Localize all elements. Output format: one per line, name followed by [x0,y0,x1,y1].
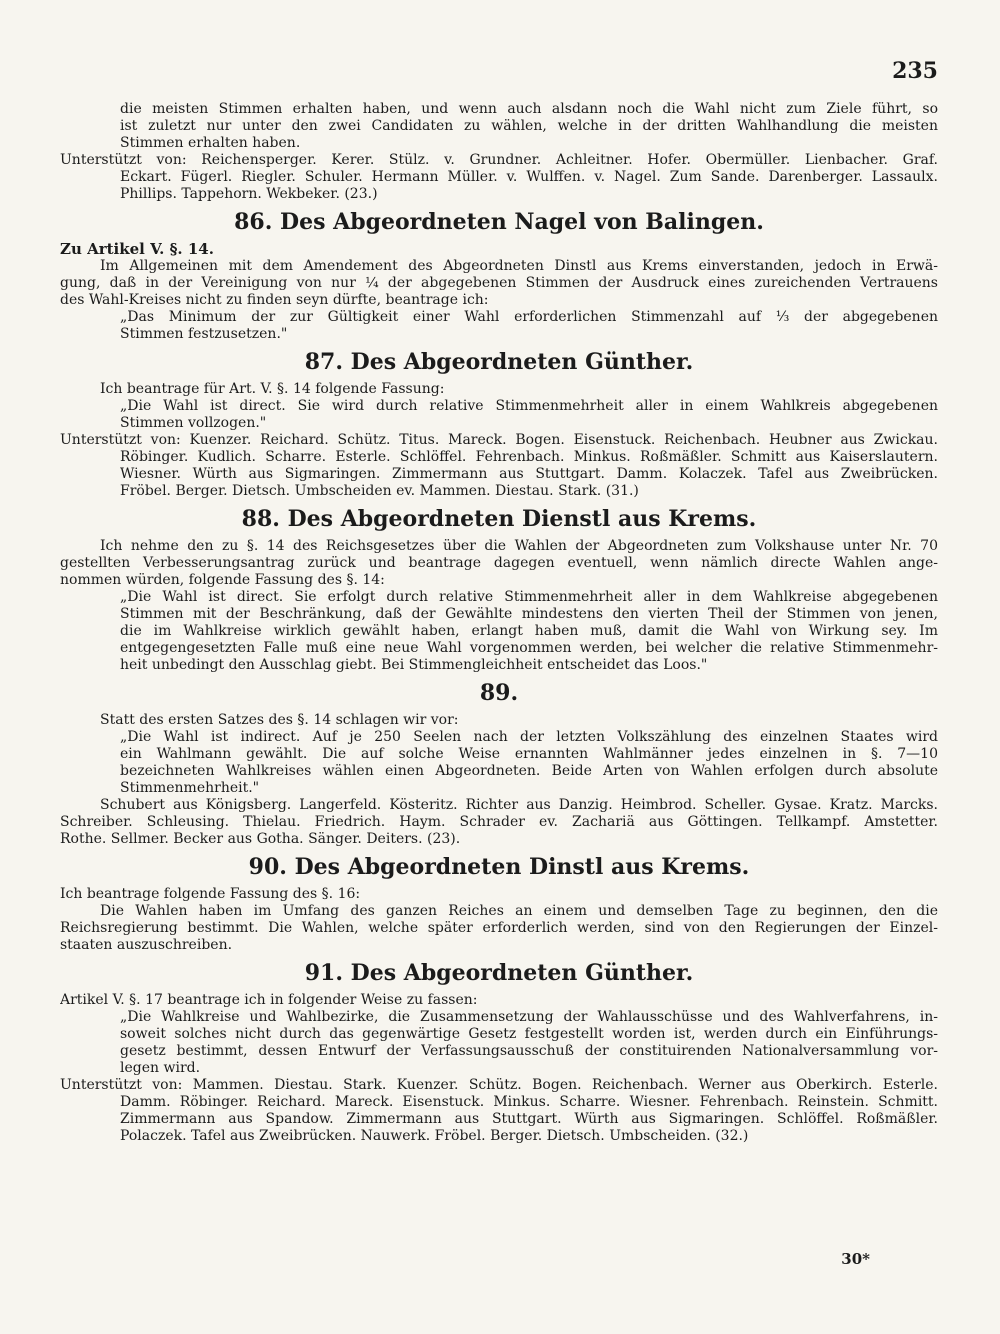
text-line: „Die Wahlkreise und Wahlbezirke, die Zusammensetzung der Wahlausschüsse und des Wahlverfahrens, in- [120,1009,938,1025]
text-line: die meisten Stimmen erhalten haben, und wenn auch alsdann noch die Wahl nicht zum Ziele führt, so [120,101,938,117]
text-line: gestellten Verbesserungsantrag zurück und beantrage dagegen eventuell, wenn nämlich directe Wahlen ange- [60,555,938,571]
text-line: Röbinger. Kudlich. Scharre. Esterle. Schlöffel. Fehrenbach. Minkus. Roßmäßler. Schmitt aus Kaiserslautern. [120,449,938,465]
text-line: legen wird. [120,1060,201,1076]
text-line: Stimmenmehrheit." [120,780,260,796]
text-line: ist zuletzt nur unter den zwei Candidaten zu wählen, welche in der dritten Wahlhandlung die meisten [120,118,938,134]
text-line: Im Allgemeinen mit dem Amendement des Abgeordneten Dinstl aus Krems einverstanden, jedoch in Erwä- [100,258,938,274]
text-line: heit unbedingt den Ausschlag giebt. Bei Stimmengleichheit entscheidet das Loos." [120,657,708,673]
text-line: Ich beantrage folgende Fassung des §. 16: [60,886,361,902]
page-number: 235 [892,58,938,84]
text-line: Phillips. Tappehorn. Wekbeker. (23.) [120,186,378,202]
text-line: ein Wahlmann gewählt. Die auf solche Weise ernannten Wahlmänner jedes einzelnen in §. 7—10 [120,746,938,762]
text-line: Damm. Röbinger. Reichard. Mareck. Eisenstuck. Minkus. Scharre. Wiesner. Fehrenbach. Reinstein. Schmitt. [120,1094,938,1110]
text-line: entgegengesetzten Falle muß eine neue Wahl vorgenommen werden, bei welcher die relative Stimmenmehr- [120,640,938,656]
text-line: Reichsregierung bestimmt. Die Wahlen, welche später erforderlich werden, sind von den Regierungen der Einzel- [60,920,938,936]
section-heading: 91. Des Abgeordneten Günther. [304,960,694,986]
text-line: Stimmen festzusetzen." [120,326,288,342]
text-line: Unterstützt von: Mammen. Diestau. Stark. Kuenzer. Schütz. Bogen. Reichenbach. Werner aus Oberkirch. Esterle. [60,1077,938,1093]
text-line: Eckart. Fügerl. Riegler. Schuler. Hermann Müller. v. Wulffen. v. Nagel. Zum Sande. Darenberger. Lassaulx. [120,169,938,185]
text-line: Artikel V. §. 17 beantrage ich in folgender Weise zu fassen: [60,992,478,1008]
text-line: Wiesner. Würth aus Sigmaringen. Zimmermann aus Stuttgart. Damm. Kolaczek. Tafel aus Zweibrücken. [120,466,938,482]
text-line: Schreiber. Schleusing. Thielau. Friedrich. Haym. Schrader ev. Zachariä aus Göttingen. Tellkampf. Amstetter. [60,814,938,830]
text-line: Unterstützt von: Reichensperger. Kerer. Stülz. v. Grundner. Achleitner. Hofer. Obermüller. Lienbacher. Graf. [60,152,938,168]
text-line: „Das Minimum der zur Gültigkeit einer Wahl erforderlichen Stimmenzahl auf ⅓ der abgegebenen [120,309,938,325]
text-line: des Wahl-Kreises nicht zu finden seyn dürfte, beantrage ich: [60,292,489,308]
text-line: Stimmen erhalten haben. [120,135,301,151]
text-line: nommen würden, folgende Fassung des §. 14: [60,572,385,588]
text-line: bezeichneten Wahlkreises wählen einen Abgeordneten. Beide Arten von Wahlen erfolgen durch absolute [120,763,938,779]
section-heading: 87. Des Abgeordneten Günther. [304,349,694,375]
section-heading: 86. Des Abgeordneten Nagel von Balingen. [234,209,764,235]
text-line: Fröbel. Berger. Dietsch. Umbscheiden ev. Mammen. Diestau. Stark. (31.) [120,483,639,499]
text-line: Statt des ersten Satzes des §. 14 schlagen wir vor: [100,712,459,728]
text-line: Polaczek. Tafel aus Zweibrücken. Nauwerk. Fröbel. Berger. Dietsch. Umbscheiden. (32.) [120,1128,749,1144]
text-line: „Die Wahl ist indirect. Auf je 250 Seelen nach der letzten Volkszählung des einzelnen Staates wird [120,729,938,745]
text-line: Zu Artikel V. §. 14. [60,241,214,258]
text-line: die im Wahlkreise wirklich gewählt haben, erlangt haben muß, damit die Wahl von Wirkung sey. Im [120,623,938,639]
text-line: Die Wahlen haben im Umfang des ganzen Reiches an einem und demselben Tage zu beginnen, den die [100,903,938,919]
section-heading: 90. Des Abgeordneten Dinstl aus Krems. [248,854,750,880]
text-line: „Die Wahl ist direct. Sie wird durch relative Stimmenmehrheit aller in einem Wahlkreis abgegebenen [120,398,938,414]
text-line: Schubert aus Königsberg. Langerfeld. Kösteritz. Richter aus Danzig. Heimbrod. Scheller. Gysae. Kratz. Marcks. [100,797,938,813]
text-line: Unterstützt von: Kuenzer. Reichard. Schütz. Titus. Mareck. Bogen. Eisenstuck. Reichenbach. Heubner aus Zwickau. [60,432,938,448]
text-line: staaten auszuschreiben. [60,937,233,953]
text-line: Zimmermann aus Spandow. Zimmermann aus Stuttgart. Würth aus Sigmaringen. Schlöffel. Roßmäßler. [120,1111,938,1127]
page-content [60,101,938,1145]
text-line: gesetz bestimmt, dessen Entwurf der Verfassungsausschuß der constituirenden Nationalversammlung vor- [120,1043,938,1059]
section-heading: 89. [479,680,519,706]
text-line: Rothe. Sellmer. Becker aus Gotha. Sänger. Deiters. (23). [60,831,461,847]
text-line: Stimmen vollzogen." [120,415,267,431]
signature-mark: 30* [841,1250,870,1268]
text-line: Ich beantrage für Art. V. §. 14 folgende Fassung: [100,381,445,397]
text-line: soweit solches nicht durch das gegenwärtige Gesetz festgestellt worden ist, werden durch ein Einführungs- [120,1026,938,1042]
section-heading: 88. Des Abgeordneten Dienstl aus Krems. [241,506,757,532]
text-line: Ich nehme den zu §. 14 des Reichsgesetzes über die Wahlen der Abgeordneten zum Volkshause unter Nr. 70 [100,538,938,554]
text-line: gung, daß in der Vereinigung von nur ¼ der abgegebenen Stimmen der Ausdruck eines zureichenden Vertrauens [60,275,938,291]
text-line: „Die Wahl ist direct. Sie erfolgt durch relative Stimmenmehrheit aller in dem Wahlkreise abgegebenen [120,589,938,605]
text-line: Stimmen mit der Beschränkung, daß der Gewählte mindestens den vierten Theil der Stimmen von jenen, [120,606,938,622]
